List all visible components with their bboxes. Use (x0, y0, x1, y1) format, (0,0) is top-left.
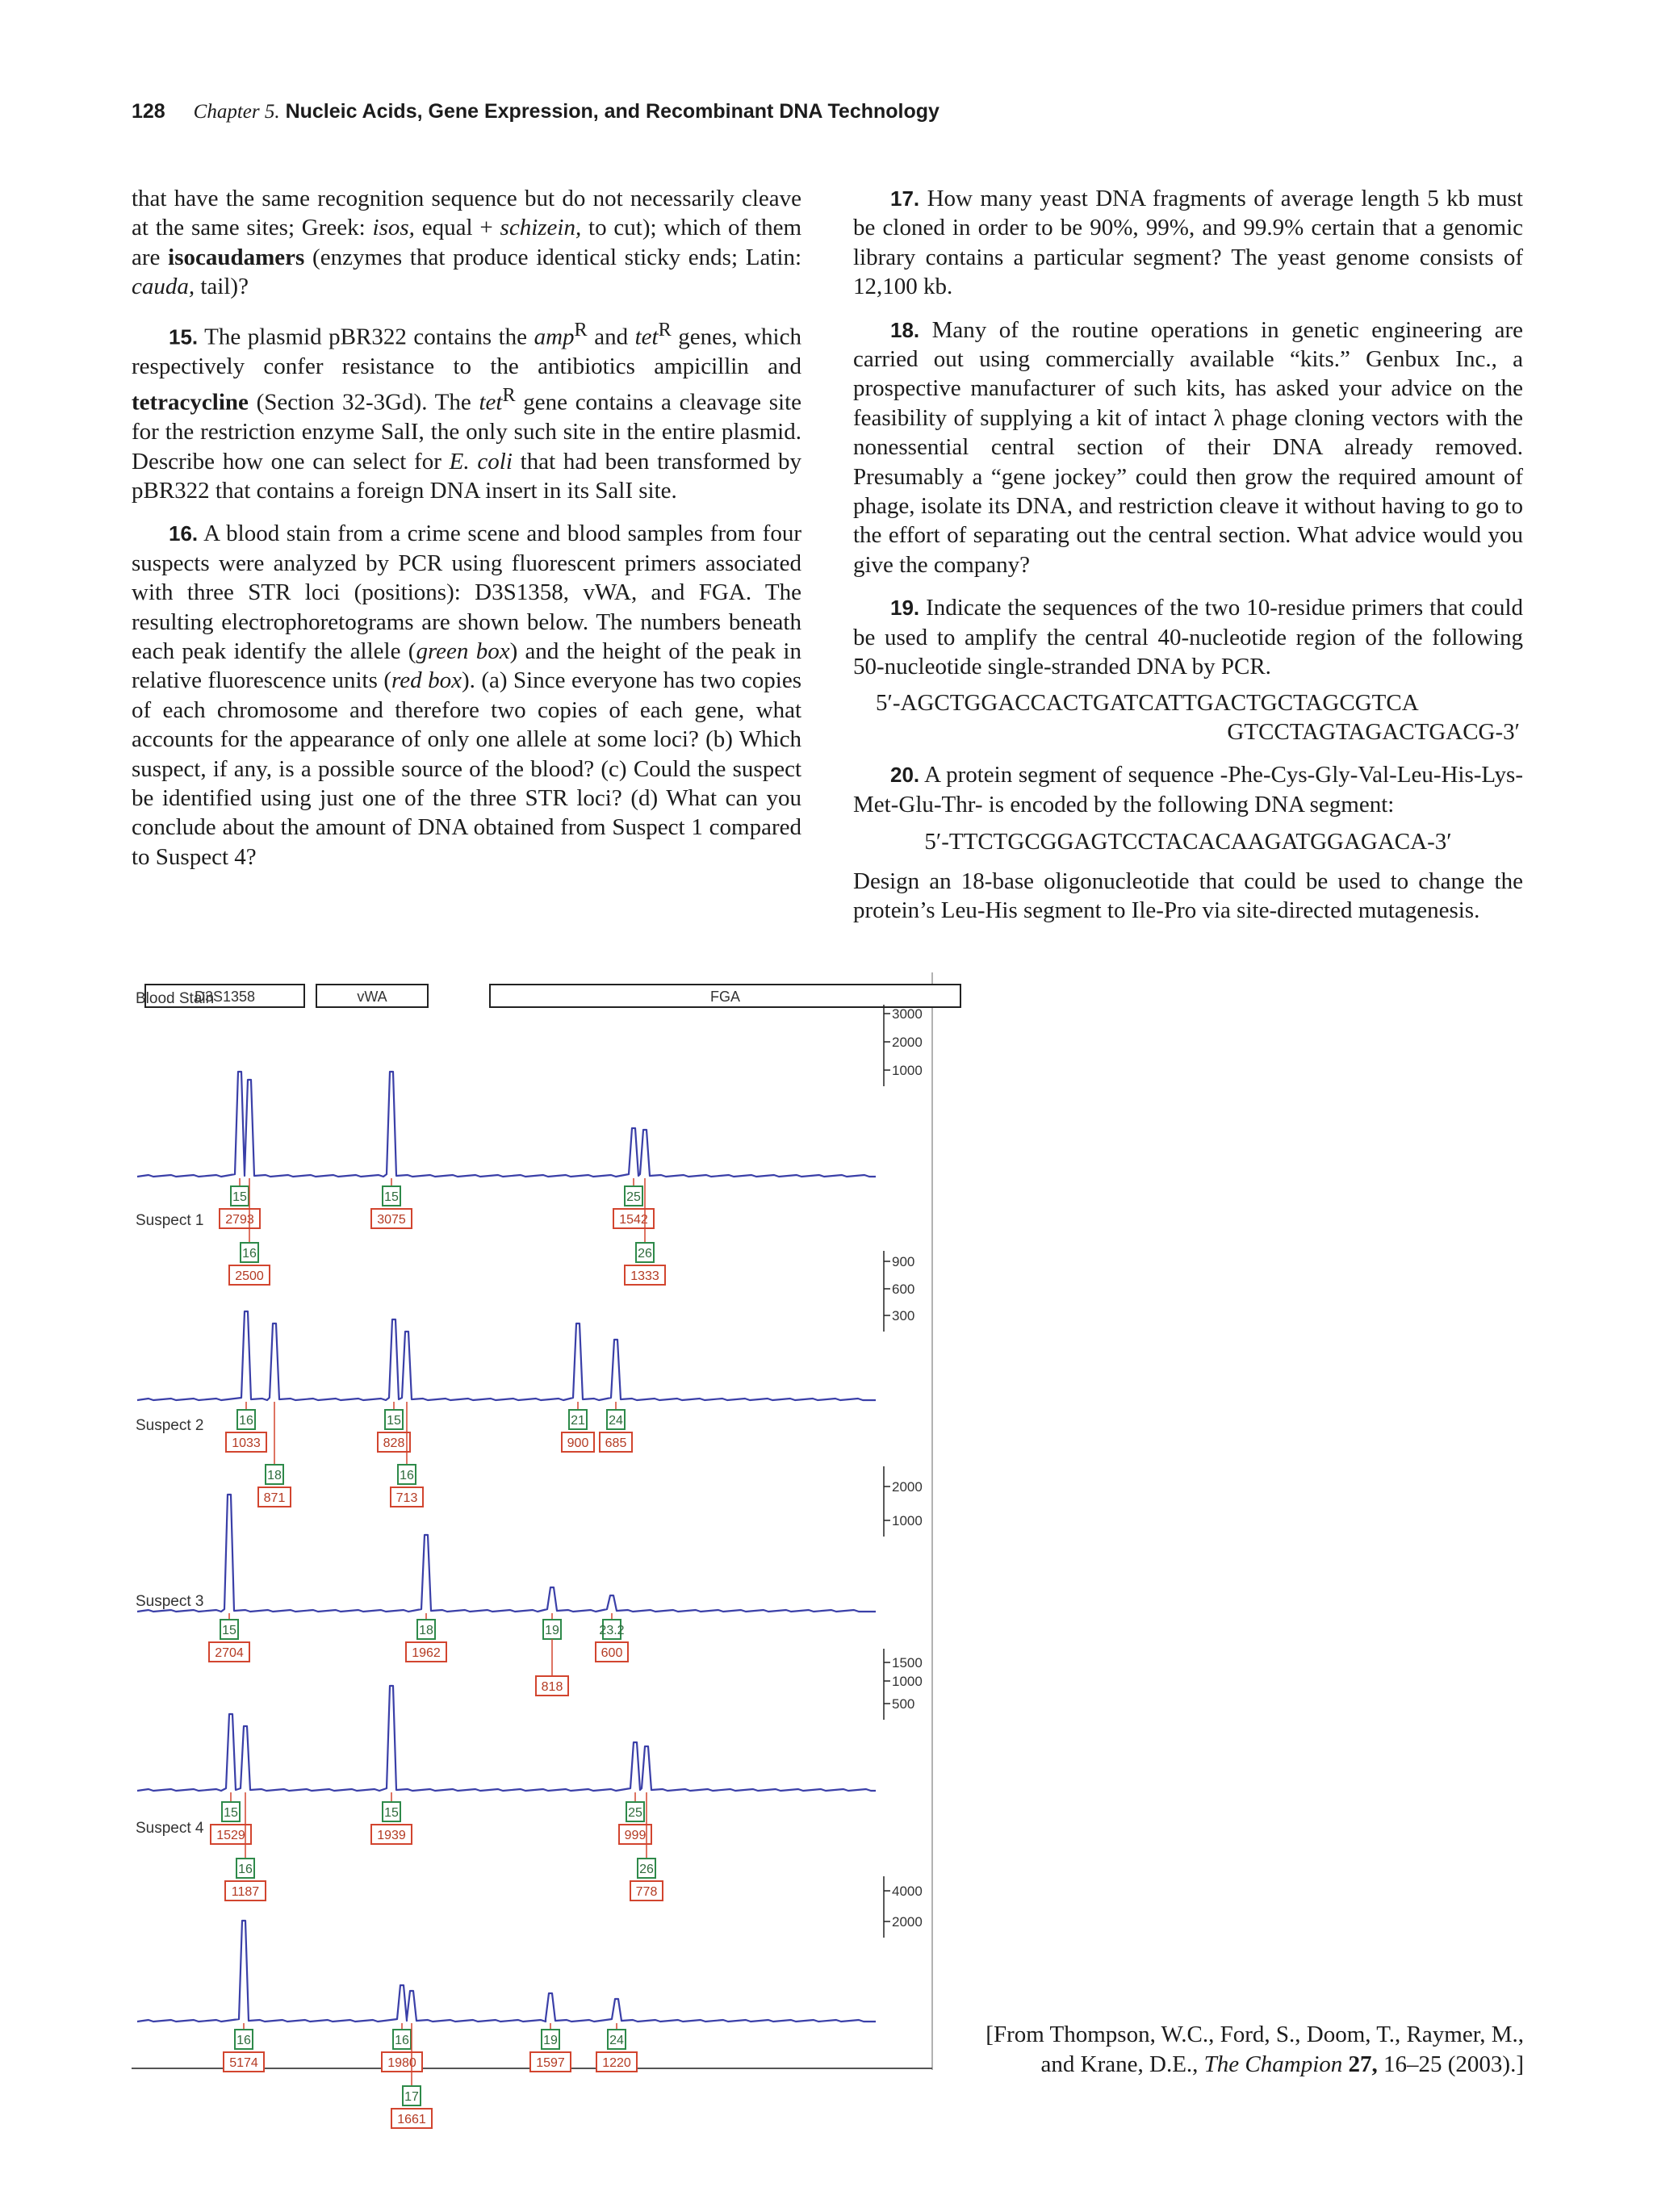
page-number: 128 (132, 100, 165, 123)
allele-label-suspect-4: 16 (236, 2034, 251, 2047)
scale-label-suspect-4: 2000 (892, 1914, 923, 1930)
problem-19: 19. Indicate the sequences of the two 10-residue primers that could be used to amplify the central 40-nucleotide region of the following 50-nucleotide single-stranded DNA by PCR. (853, 595, 1523, 680)
scale-label-blood-stain: 2000 (892, 1035, 923, 1050)
scale-label-suspect-1: 300 (892, 1308, 915, 1323)
allele-label-suspect-1: 16 (239, 1414, 253, 1428)
allele-label-suspect-1: 16 (400, 1469, 414, 1482)
dna-segment: 5′-TTCTGCGGAGTCCTACACAAGATGGAGACA-3′ (924, 829, 1452, 855)
panel-label-suspect-4: Suspect 4 (136, 1820, 204, 1837)
allele-label-suspect-4: 19 (543, 2034, 558, 2047)
height-label-suspect-4: 5174 (229, 2056, 258, 2070)
allele-label-suspect-3: 16 (238, 1863, 253, 1876)
height-label-suspect-1: 828 (383, 1436, 405, 1450)
allele-label-suspect-2: 19 (545, 1624, 559, 1637)
scale-label-suspect-4: 4000 (892, 1884, 923, 1899)
height-label-suspect-2: 1962 (412, 1646, 441, 1660)
allele-label-blood-stain: 15 (384, 1190, 399, 1204)
height-label-suspect-3: 1939 (377, 1829, 406, 1842)
height-label-suspect-1: 871 (263, 1491, 286, 1505)
right-column (853, 184, 1523, 939)
allele-label-suspect-2: 23.2 (599, 1624, 625, 1637)
height-label-suspect-4: 1980 (387, 2056, 416, 2070)
allele-label-suspect-3: 15 (384, 1806, 399, 1820)
problem-17: 17. How many yeast DNA fragments of average length 5 kb must be cloned in order to be 90%, 99%, and 99.9% certain that a genomic library contains a particular segment? The yeast genome consists of 12,100 kb. (853, 186, 1523, 300)
height-label-blood-stain: 2500 (235, 1269, 264, 1283)
height-label-suspect-3: 778 (635, 1885, 658, 1899)
allele-label-blood-stain: 16 (242, 1247, 257, 1261)
allele-label-blood-stain: 26 (638, 1247, 652, 1261)
panel-label-suspect-1: Suspect 1 (136, 1212, 204, 1229)
height-label-suspect-3: 999 (624, 1829, 647, 1842)
height-label-suspect-3: 1187 (231, 1885, 260, 1899)
height-label-blood-stain: 1333 (630, 1269, 659, 1283)
allele-label-blood-stain: 25 (626, 1190, 641, 1204)
trace-blood-stain (137, 1072, 876, 1177)
scale-label-blood-stain: 3000 (892, 1006, 923, 1022)
problem-14-continuation: that have the same recognition sequence but do not necessarily cleave at the same sites; Greek: isos, equal + schizein, to cut); which of them are isocaudamers (enzymes that produce identical sticky ends; Latin: cauda, tail)? (132, 186, 802, 300)
dna-sequence-line-2: GTCCTAGTAGACTGACG-3′ (1227, 718, 1520, 745)
height-label-suspect-4: 1661 (397, 2113, 426, 2126)
trace-suspect-2 (137, 1495, 876, 1612)
electropherogram-figure (129, 972, 944, 2126)
height-label-suspect-2: 2704 (215, 1646, 244, 1660)
trace-suspect-3 (137, 1686, 876, 1791)
left-column (132, 184, 801, 885)
allele-label-suspect-1: 15 (387, 1414, 401, 1428)
allele-label-suspect-4: 16 (395, 2034, 409, 2047)
trace-suspect-1 (137, 1311, 876, 1400)
problem-15: 15. The plasmid pBR322 contains the amp$^R$ and tet$^R$ genes, which respectively confer resistance to the antibiotics ampicillin and tetracycline (Section 32-3Gd). The tet$^R$ gene contains a cleavage site for the restriction enzyme SalI, the only such site in the entire plasmid. Describe how one can select for E. coli that had been transformed by pBR322 that contains a foreign DNA insert in its SalI site. (132, 318, 801, 504)
height-label-blood-stain: 3075 (377, 1213, 406, 1227)
allele-label-suspect-3: 25 (628, 1806, 642, 1820)
scale-label-suspect-1: 600 (892, 1282, 915, 1297)
scale-label-suspect-3: 1500 (892, 1655, 923, 1670)
locus-label-fga: FGA (709, 989, 741, 1005)
height-label-suspect-1: 713 (395, 1491, 418, 1505)
panel-label-blood-stain: Blood Stain (136, 990, 215, 1007)
locus-label-vwa: vWA (357, 989, 387, 1005)
allele-label-suspect-2: 18 (419, 1624, 433, 1637)
scale-label-suspect-2: 1000 (892, 1513, 923, 1528)
height-label-blood-stain: 1542 (619, 1213, 648, 1227)
height-label-suspect-2: 600 (601, 1646, 623, 1660)
problem-18: 18. Many of the routine operations in genetic engineering are carried out using commercially available “kits.” Genbux Inc., a prospective manufacturer of such kits, has asked your advice on the feasibility of supplying a kit of intact λ phage cloning vectors with the nonessential central section of their DNA already removed. Presumably a “gene jockey” could then grow the required amount of phage, isolate its DNA, and restriction cleave it without having to go to the effort of separating out the central section. What advice would you give the company? (853, 316, 1523, 578)
scale-label-blood-stain: 1000 (892, 1063, 923, 1078)
allele-label-suspect-4: 17 (404, 2090, 419, 2104)
scale-label-suspect-1: 900 (892, 1254, 915, 1269)
height-label-suspect-1: 685 (605, 1436, 627, 1450)
panel-label-suspect-3: Suspect 3 (136, 1593, 204, 1610)
trace-suspect-4 (137, 1921, 876, 2022)
problem-20-task: Design an 18-base oligonucleotide that could be used to change the protein’s Leu-His segment to Ile-Pro via site-directed mutagenesis. (853, 868, 1523, 923)
panel-label-suspect-2: Suspect 2 (136, 1417, 204, 1434)
height-label-suspect-4: 1220 (602, 2056, 631, 2070)
allele-label-blood-stain: 15 (232, 1190, 247, 1204)
scale-label-suspect-2: 2000 (892, 1479, 923, 1495)
scale-label-suspect-3: 1000 (892, 1674, 923, 1689)
figure-credit: [From Thompson, W.C., Ford, S., Doom, T., Raymer, M., and Krane, D.E., The Champion 27, 16–25 (2003).] (986, 2022, 1524, 2077)
height-label-suspect-1: 1033 (232, 1436, 261, 1450)
allele-label-suspect-4: 24 (609, 2034, 624, 2047)
height-label-suspect-2: 818 (541, 1680, 563, 1694)
allele-label-suspect-1: 18 (267, 1469, 282, 1482)
height-label-suspect-1: 900 (567, 1436, 589, 1450)
height-label-blood-stain: 2793 (225, 1213, 254, 1227)
height-label-suspect-4: 1597 (536, 2056, 565, 2070)
allele-label-suspect-3: 26 (639, 1863, 654, 1876)
dna-sequence-line-1: 5′-AGCTGGACCACTGATCATTGACTGCTAGCGTCA (876, 689, 1419, 716)
locus-label-d3s1358: D3S1358 (194, 989, 256, 1005)
allele-label-suspect-2: 15 (222, 1624, 236, 1637)
chapter-title: Nucleic Acids, Gene Expression, and Recombinant DNA Technology (285, 100, 939, 123)
problem-20: 20. A protein segment of sequence -Phe-Cys-Gly-Val-Leu-His-Lys-Met-Glu-Thr- is encoded by the following DNA segment: (853, 762, 1523, 817)
running-header (132, 100, 939, 123)
scale-label-suspect-3: 500 (892, 1696, 915, 1712)
allele-label-suspect-1: 21 (571, 1414, 585, 1428)
allele-label-suspect-1: 24 (609, 1414, 623, 1428)
allele-label-suspect-3: 15 (224, 1806, 238, 1820)
problem-16: 16. A blood stain from a crime scene and blood samples from four suspects were analyzed by PCR using fluorescent primers associated with three STR loci (positions): D3S1358, vWA, and FGA. The resulting electrophoretograms are shown below. The numbers beneath each peak identify the allele (green box) and the height of the peak in relative fluorescence units (red box). (a) Since everyone has two copies of each chromosome and therefore two copies of each gene, what accounts for the appearance of only one allele at some loci? (b) Which suspect, if any, is a possible source of the blood? (c) Could the suspect be identified using just one of the three STR loci? (d) What can you conclude about the amount of DNA obtained from Suspect 1 compared to Suspect 4? (132, 521, 801, 870)
chapter-label: Chapter 5. (193, 101, 280, 123)
height-label-suspect-3: 1529 (216, 1829, 245, 1842)
